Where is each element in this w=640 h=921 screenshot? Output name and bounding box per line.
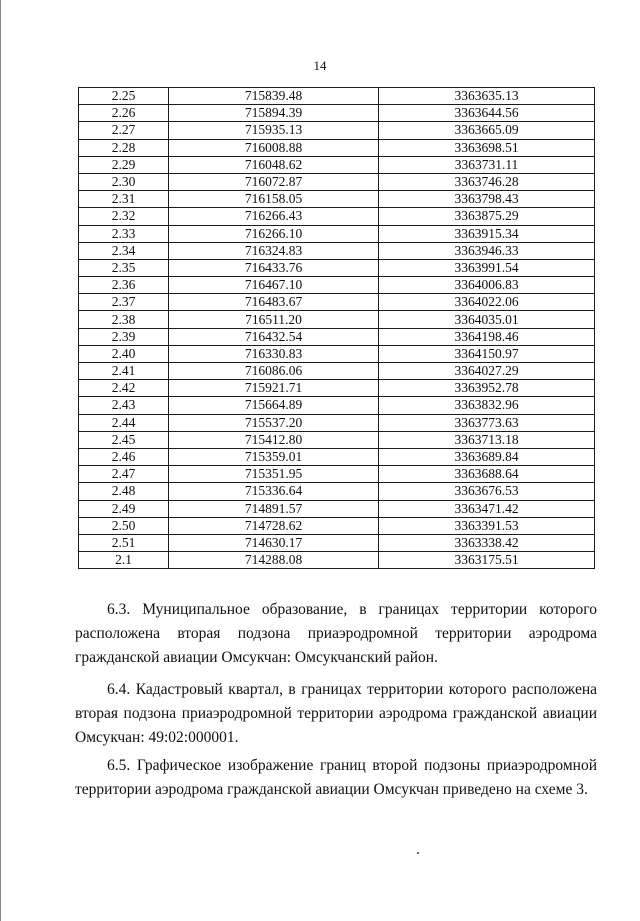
- table-row: [79, 534, 595, 551]
- point-number-cell: 2.29: [79, 156, 169, 173]
- x-coordinate-cell: 716467.10: [169, 277, 379, 294]
- table-row: [79, 156, 595, 173]
- y-coordinate-cell: 3364150.97: [379, 345, 595, 362]
- x-coordinate-cell: 716330.83: [169, 345, 379, 362]
- x-coordinate-cell: 716008.88: [169, 139, 379, 156]
- y-coordinate-cell: 3363731.11: [379, 156, 595, 173]
- table-row: [79, 173, 595, 190]
- point-number-cell: 2.27: [79, 122, 169, 139]
- x-coordinate-cell: 716266.43: [169, 208, 379, 225]
- x-coordinate-cell: 716432.54: [169, 328, 379, 345]
- table-row: [79, 414, 595, 431]
- table-row: [79, 328, 595, 345]
- point-number-cell: 2.38: [79, 311, 169, 328]
- scan-speck: [417, 852, 419, 854]
- table-row: [79, 517, 595, 534]
- y-coordinate-cell: 3363635.13: [379, 88, 595, 105]
- x-coordinate-cell: 714630.17: [169, 534, 379, 551]
- x-coordinate-cell: 716266.10: [169, 225, 379, 242]
- point-number-cell: 2.34: [79, 242, 169, 259]
- x-coordinate-cell: 714288.08: [169, 552, 379, 569]
- x-coordinate-cell: 715351.95: [169, 466, 379, 483]
- table-row: [79, 259, 595, 276]
- scan-edge-line: [0, 0, 1, 921]
- table-row: [79, 208, 595, 225]
- paragraph-number: 6.3.: [107, 601, 131, 618]
- table-row: [79, 552, 595, 569]
- paragraph-number: 6.5.: [107, 757, 131, 774]
- x-coordinate-cell: 716086.06: [169, 363, 379, 380]
- y-coordinate-cell: 3363391.53: [379, 517, 595, 534]
- y-coordinate-cell: 3363175.51: [379, 552, 595, 569]
- table-row: [79, 105, 595, 122]
- point-number-cell: 2.51: [79, 534, 169, 551]
- point-number-cell: 2.43: [79, 397, 169, 414]
- y-coordinate-cell: 3364022.06: [379, 294, 595, 311]
- y-coordinate-cell: 3363746.28: [379, 173, 595, 190]
- paragraph-number: 6.4.: [107, 681, 131, 698]
- y-coordinate-cell: 3364198.46: [379, 328, 595, 345]
- point-number-cell: 2.40: [79, 345, 169, 362]
- table-row: [79, 363, 595, 380]
- y-coordinate-cell: 3363915.34: [379, 225, 595, 242]
- x-coordinate-cell: 714728.62: [169, 517, 379, 534]
- point-number-cell: 2.33: [79, 225, 169, 242]
- point-number-cell: 2.25: [79, 88, 169, 105]
- point-number-cell: 2.49: [79, 500, 169, 517]
- table-row: [79, 311, 595, 328]
- x-coordinate-cell: 716158.05: [169, 191, 379, 208]
- table-row: [79, 139, 595, 156]
- coordinates-table-body: [79, 88, 595, 569]
- x-coordinate-cell: 715935.13: [169, 122, 379, 139]
- table-row: [79, 448, 595, 465]
- paragraph-6-4: [75, 678, 597, 750]
- paragraph-text: Кадастровый квартал, в границах территории которого расположена вторая подзона приаэродромной территории аэродрома гражданской авиации Омсукчан: 49:02:000001.: [75, 681, 597, 746]
- table-row: [79, 242, 595, 259]
- y-coordinate-cell: 3363952.78: [379, 380, 595, 397]
- point-number-cell: 2.35: [79, 259, 169, 276]
- table-row: [79, 345, 595, 362]
- y-coordinate-cell: 3363713.18: [379, 431, 595, 448]
- x-coordinate-cell: 715537.20: [169, 414, 379, 431]
- y-coordinate-cell: 3364035.01: [379, 311, 595, 328]
- x-coordinate-cell: 715359.01: [169, 448, 379, 465]
- coordinates-table: [78, 87, 595, 569]
- y-coordinate-cell: 3363471.42: [379, 500, 595, 517]
- y-coordinate-cell: 3363676.53: [379, 483, 595, 500]
- x-coordinate-cell: 716072.87: [169, 173, 379, 190]
- x-coordinate-cell: 714891.57: [169, 500, 379, 517]
- y-coordinate-cell: 3363688.64: [379, 466, 595, 483]
- page-number: 14: [313, 58, 327, 73]
- y-coordinate-cell: 3363698.51: [379, 139, 595, 156]
- y-coordinate-cell: 3363798.43: [379, 191, 595, 208]
- y-coordinate-cell: 3363773.63: [379, 414, 595, 431]
- point-number-cell: 2.44: [79, 414, 169, 431]
- point-number-cell: 2.31: [79, 191, 169, 208]
- point-number-cell: 2.41: [79, 363, 169, 380]
- table-row: [79, 225, 595, 242]
- x-coordinate-cell: 716048.62: [169, 156, 379, 173]
- table-row: [79, 88, 595, 105]
- table-row: [79, 277, 595, 294]
- y-coordinate-cell: 3363665.09: [379, 122, 595, 139]
- table-row: [79, 294, 595, 311]
- y-coordinate-cell: 3363832.96: [379, 397, 595, 414]
- y-coordinate-cell: 3363644.56: [379, 105, 595, 122]
- x-coordinate-cell: 716324.83: [169, 242, 379, 259]
- point-number-cell: 2.26: [79, 105, 169, 122]
- y-coordinate-cell: 3363875.29: [379, 208, 595, 225]
- table-row: [79, 191, 595, 208]
- point-number-cell: 2.1: [79, 552, 169, 569]
- x-coordinate-cell: 715412.80: [169, 431, 379, 448]
- x-coordinate-cell: 716511.20: [169, 311, 379, 328]
- x-coordinate-cell: 715664.89: [169, 397, 379, 414]
- y-coordinate-cell: 3363689.84: [379, 448, 595, 465]
- point-number-cell: 2.45: [79, 431, 169, 448]
- y-coordinate-cell: 3364006.83: [379, 277, 595, 294]
- y-coordinate-cell: 3364027.29: [379, 363, 595, 380]
- point-number-cell: 2.37: [79, 294, 169, 311]
- point-number-cell: 2.42: [79, 380, 169, 397]
- x-coordinate-cell: 715839.48: [169, 88, 379, 105]
- paragraph-text: Графическое изображение границ второй подзоны приаэродромной территории аэродрома гражданской авиации Омсукчан приведено на схеме 3.: [75, 757, 598, 798]
- table-row: [79, 431, 595, 448]
- x-coordinate-cell: 716433.76: [169, 259, 379, 276]
- point-number-cell: 2.39: [79, 328, 169, 345]
- paragraph-6-5: [75, 754, 597, 802]
- point-number-cell: 2.30: [79, 173, 169, 190]
- point-number-cell: 2.46: [79, 448, 169, 465]
- point-number-cell: 2.32: [79, 208, 169, 225]
- point-number-cell: 2.36: [79, 277, 169, 294]
- point-number-cell: 2.50: [79, 517, 169, 534]
- y-coordinate-cell: 3363946.33: [379, 242, 595, 259]
- y-coordinate-cell: 3363991.54: [379, 259, 595, 276]
- point-number-cell: 2.48: [79, 483, 169, 500]
- x-coordinate-cell: 715921.71: [169, 380, 379, 397]
- table-row: [79, 122, 595, 139]
- point-number-cell: 2.47: [79, 466, 169, 483]
- table-row: [79, 397, 595, 414]
- point-number-cell: 2.28: [79, 139, 169, 156]
- x-coordinate-cell: 716483.67: [169, 294, 379, 311]
- table-row: [79, 466, 595, 483]
- table-row: [79, 483, 595, 500]
- y-coordinate-cell: 3363338.42: [379, 534, 595, 551]
- x-coordinate-cell: 715336.64: [169, 483, 379, 500]
- table-row: [79, 380, 595, 397]
- x-coordinate-cell: 715894.39: [169, 105, 379, 122]
- paragraph-text: Муниципальное образование, в границах территории которого расположена вторая подзона приаэродромной территории аэродрома гражданской авиации Омсукчан: Омсукчанский район.: [75, 601, 598, 666]
- table-row: [79, 500, 595, 517]
- paragraph-6-3: [75, 598, 597, 670]
